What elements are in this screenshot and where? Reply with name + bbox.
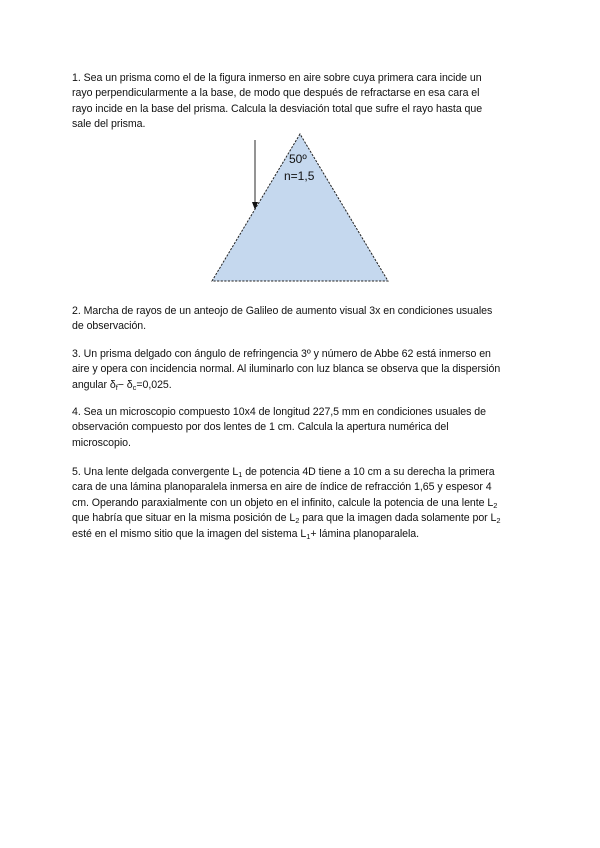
refractive-index-label: n=1,5 [284,169,315,183]
problem-5-line [72,527,532,542]
problem-4-line: microscopio. [72,436,131,449]
subscript-2: 2 [496,516,501,526]
subscript-1: 1 [238,470,243,479]
problem-1 [72,71,532,133]
problem-5-text: de potencia 4D tiene a 10 cm a su derecha la primera [242,466,495,478]
dispersion-value: =0,025. [136,378,172,391]
problem-1-line: rayo incide en la base del prisma. Calcula la desviación total que sufre el rayo hasta que [72,102,483,115]
problem-4 [72,405,532,451]
prism-figure [200,128,400,288]
problem-2-line: 2. Marcha de rayos de un anteojo de Galileo de aumento visual 3x en condiciones usuales [72,305,493,317]
problem-5-text: esté en el mismo sitio que la imagen del sistema L [72,527,307,540]
problem-5 [72,465,532,542]
subscript-2: 2 [295,516,300,526]
dispersion-prefix: angular δ [72,378,116,391]
subscript-2: 2 [493,500,498,510]
problem-4-line: observación compuesto por dos lentes de 1 cm. Calcula la apertura numérica del [72,421,449,434]
problem-3-line: 3. Un prisma delgado con ángulo de refringencia 3º y número de Abbe 62 está inmerso en [72,348,491,360]
dispersion-minus: − δ [117,378,133,391]
apex-angle-label: 50º [289,152,307,166]
problem-1-line: 1. Sea un prisma como el de la figura inmerso en aire sobre cuya primera cara incide un [72,72,482,84]
problem-5-text: 5. Una lente delgada convergente L [72,466,239,478]
problem-3 [72,347,532,393]
problem-3-line [72,378,532,393]
problem-5-text: para que la imagen dada solamente por L [299,512,497,525]
problem-3-line: aire y opera con incidencia normal. Al iluminarlo con luz blanca se observa que la dispersión [72,363,501,376]
problem-2-line: de observación. [72,320,147,333]
problem-5-text: cm. Operando paraxialmente con un objeto en el infinito, calcule la potencia de una lente L [72,496,494,509]
problem-5-line [72,496,532,511]
problem-5-line [72,511,532,526]
problem-5-line [72,465,532,480]
subscript-f: f [115,382,118,392]
problem-2 [72,304,532,335]
problem-1-line: sale del prisma. [72,118,146,131]
subscript-c: c [132,382,137,392]
problem-5-line: cara de una lámina planoparalela inmersa en aire de índice de refracción 1,65 y espesor 4 [72,481,492,494]
problem-1-line: rayo perpendicularmente a la base, de modo que después de refractarse en esa cara el [72,87,480,100]
subscript-1: 1 [306,531,311,541]
problem-5-text: que habría que situar en la misma posición de L [72,512,296,525]
problem-5-text: + lámina planoparalela. [310,527,420,540]
problem-4-line: 4. Sea un microscopio compuesto 10x4 de longitud 227,5 mm en condiciones usuales de [72,406,486,418]
